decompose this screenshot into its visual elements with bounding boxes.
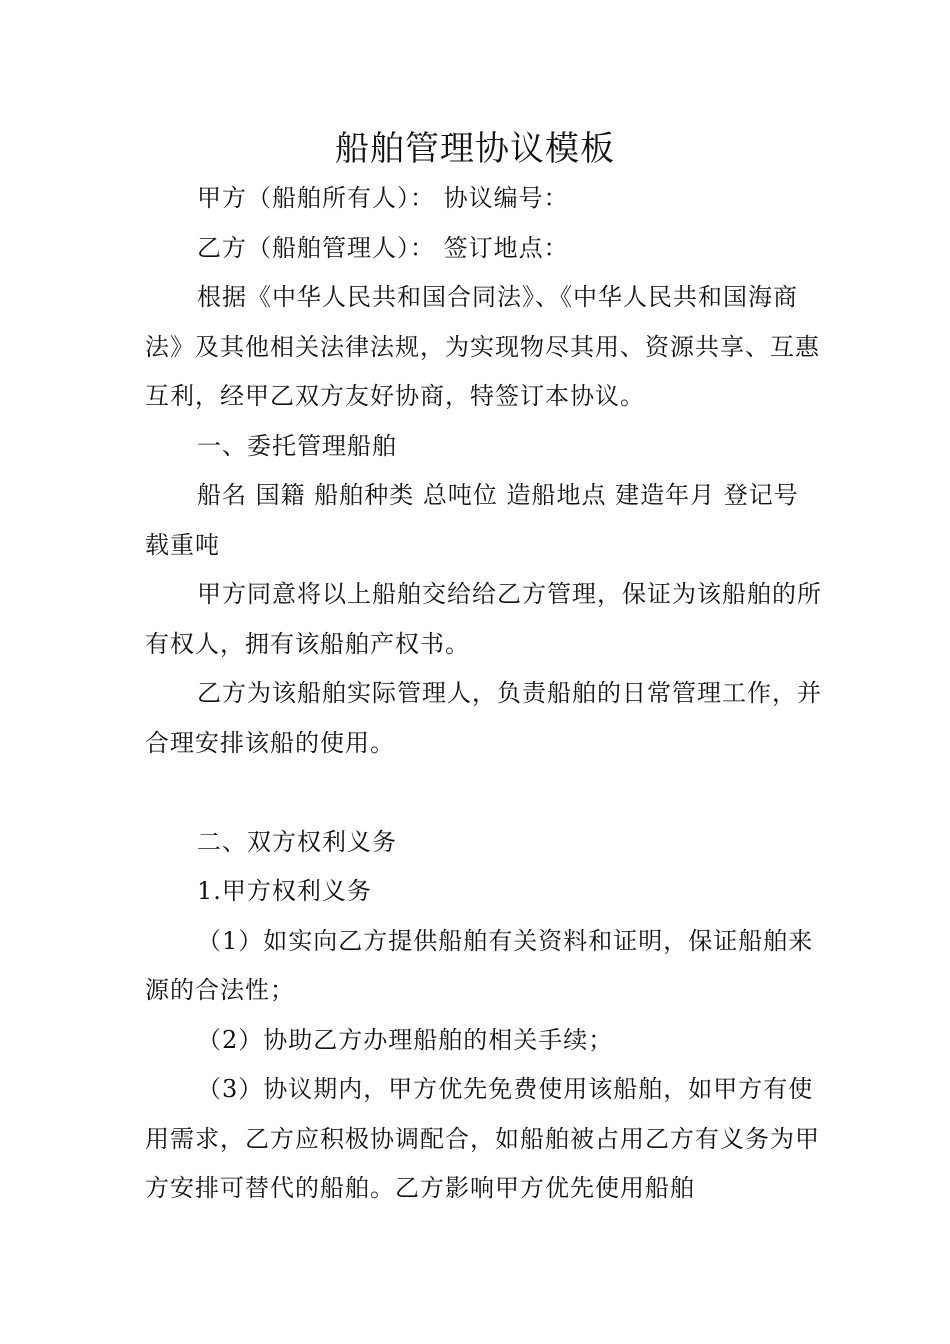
section-1-heading: 一、委托管理船舶 <box>197 431 397 460</box>
document-body <box>145 174 825 1214</box>
list-item-1: （1）如实向乙方提供船舶有关资料和证明，保证船舶来源的合法性； <box>145 926 814 1004</box>
list-item-2: （2）协助乙方办理船舶的相关手续； <box>197 1025 614 1054</box>
section-1-paragraph-2: 乙方为该船舶实际管理人，负责船舶的日常管理工作，并合理安排该船的使用。 <box>145 679 822 757</box>
list-item-3: （3）协议期内，甲方优先免费使用该船舶，如甲方有使用需求，乙方应积极协调配合，如船舶被占用乙方有义务为甲方安排可替代的船舶。乙方影响甲方优先使用船舶 <box>145 1075 820 1202</box>
section-2-heading: 二、双方权利义务 <box>197 827 397 856</box>
blank-line <box>145 768 825 818</box>
preamble-paragraph: 根据《中华人民共和国合同法》、《中华人民共和国海商法》及其他相关法律法规，为实现物尽其用、资源共享、互惠互利，经甲乙双方友好协商，特签订本协议。 <box>145 283 820 410</box>
section-1-paragraph-1: 甲方同意将以上船舶交给给乙方管理，保证为该船舶的所有权人，拥有该船舶产权书。 <box>145 580 822 658</box>
section-2-subheading-1: 1.甲方权利义务 <box>197 877 372 905</box>
ship-fields-paragraph: 船名 国籍 船舶种类 总吨位 造船地点 建造年月 登记号 载重吨 <box>145 481 799 559</box>
party-b-line: 乙方（船舶管理人）： 签订地点： <box>197 233 569 262</box>
document-title: 船舶管理协议模板 <box>335 129 615 169</box>
party-a-line: 甲方（船舶所有人）： 协议编号： <box>197 184 569 212</box>
